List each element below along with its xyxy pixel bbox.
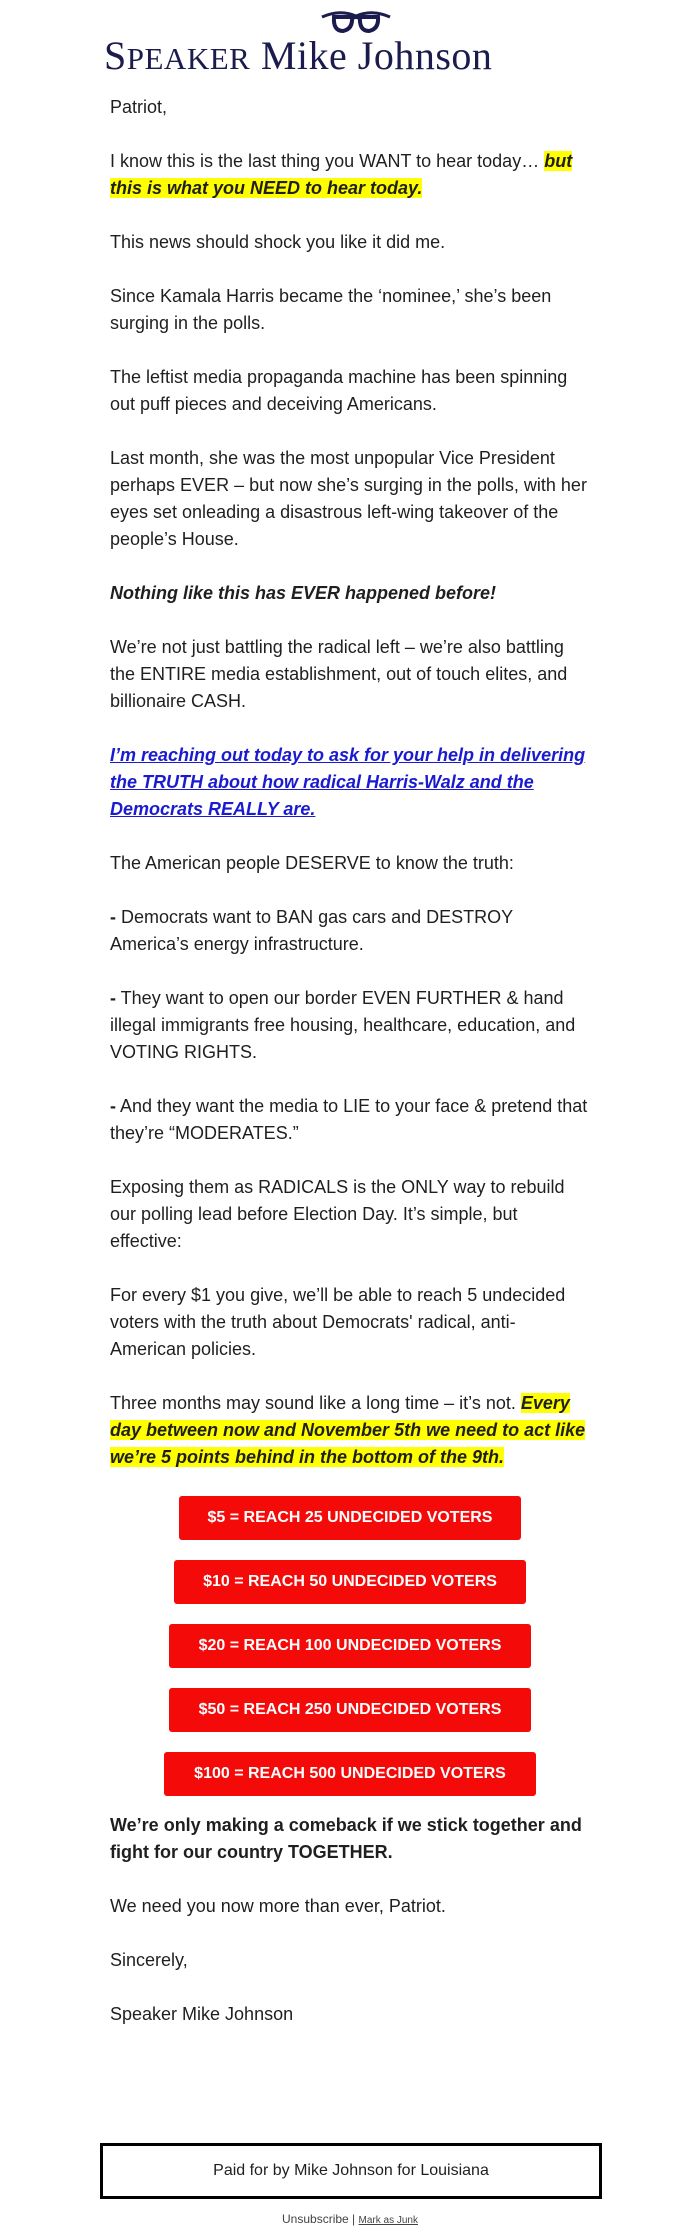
paragraph: The American people DESERVE to know the truth: [110,853,514,873]
donate-link[interactable]: I’m reaching out today to ask for your help in delivering the TRUTH about how radical Harris-Walz and the Democrats REALLY are. [110,745,586,819]
paragraph: We’re not just battling the radical left – we’re also battling the ENTIRE media establishment, out of touch elites, and billionaire CASH. [110,637,568,711]
greeting: Patriot, [110,97,168,117]
donate-100-button[interactable]: $100 = REACH 500 UNDECIDED VOTERS [164,1752,536,1796]
paragraph: This news should shock you like it did me. [110,232,446,252]
email-body [110,94,590,1498]
mark-as-junk-link[interactable]: Mark as Junk [358,2215,418,2226]
bullet-item [110,904,590,958]
donate-button-row [0,1560,700,1604]
call-to-action-paragraph [110,742,590,823]
highlighted-text: Every day between now and November 5th we need to act like we’re 5 points behind in the bottom of the 9th. [110,1393,586,1467]
footer-links [0,2212,700,2226]
footer-separator: | [348,2212,359,2226]
signoff: Sincerely, [110,1950,188,1970]
bullet-item [110,1093,590,1147]
donate-button-row [0,1752,700,1796]
donate-10-button[interactable]: $10 = REACH 50 UNDECIDED VOTERS [174,1560,526,1604]
bullet-text: Democrats want to BAN gas cars and DESTROY America’s energy infrastructure. [110,907,513,954]
paragraph-text: I know this is the last thing you WANT to hear today… [110,151,545,171]
logo [104,30,492,85]
email-header [0,0,700,92]
bullet-item [110,985,590,1066]
unsubscribe-link[interactable]: Unsubscribe [282,2212,349,2226]
donate-button-row [0,1688,700,1732]
donate-5-button[interactable]: $5 = REACH 25 UNDECIDED VOTERS [179,1496,521,1540]
email-closing [110,1812,590,2055]
paragraph: Exposing them as RADICALS is the ONLY way to rebuild our polling lead before Election Day. It’s simple, but effective: [110,1177,565,1251]
donate-50-button[interactable]: $50 = REACH 250 UNDECIDED VOTERS [169,1688,531,1732]
closing-bold-line: We’re only making a comeback if we stick together and fight for our country TOGETHER. [110,1815,582,1862]
paid-for-disclaimer [100,2143,602,2199]
signature: Speaker Mike Johnson [110,2004,294,2024]
paragraph: The leftist media propaganda machine has been spinning out puff pieces and deceiving Americans. [110,367,568,414]
paragraph: For every $1 you give, we’ll be able to reach 5 undecided voters with the truth about Democrats' radical, anti-American policies. [110,1285,566,1359]
bullet-text: And they want the media to LIE to your face & pretend that they’re “MODERATES.” [110,1096,588,1143]
paragraph-text: Three months may sound like a long time – it’s not. [110,1393,521,1413]
closing-line: We need you now more than ever, Patriot. [110,1896,446,1916]
logo-initial: S [104,33,127,78]
highlighted-text: but this is what you NEED to hear today. [110,151,573,198]
paragraph [110,1390,590,1471]
paid-for-text: Paid for by Mike Johnson for Louisiana [213,2162,489,2179]
paragraph: Since Kamala Harris became the ‘nominee,’ she’s been surging in the polls. [110,286,552,333]
logo-name: Mike Johnson [260,33,493,78]
bullet-marker: - [110,907,116,927]
bullet-text: They want to open our border EVEN FURTHER & hand illegal immigrants free housing, healthcare, education, and VOTING RIGHTS. [110,988,576,1062]
paragraph [110,148,590,202]
paragraph: Last month, she was the most unpopular Vice President perhaps EVER – but now she’s surging in the polls, with her eyes set onleading a disastrous left-wing takeover of the people’s House. [110,448,587,549]
donate-button-row [0,1496,700,1540]
donate-20-button[interactable]: $20 = REACH 100 UNDECIDED VOTERS [169,1624,531,1668]
bullet-marker: - [110,988,116,1008]
donate-button-row [0,1624,700,1668]
logo-first-word: PEAKER [126,41,251,76]
emphasis-paragraph: Nothing like this has EVER happened before! [110,583,497,603]
bullet-marker: - [110,1096,116,1116]
